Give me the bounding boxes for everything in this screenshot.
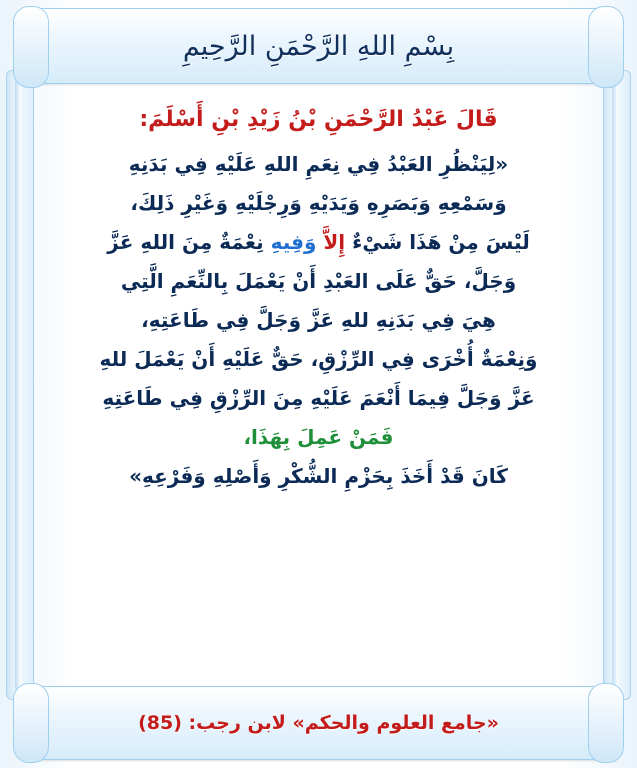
quote-line <box>44 418 593 457</box>
quote-line <box>44 340 593 379</box>
scroll-curl-left-icon <box>13 6 49 88</box>
quote-line <box>44 262 593 301</box>
scroll-curl-right-icon <box>588 6 624 88</box>
quote-line <box>44 145 593 184</box>
source-reference: «جامع العلوم والحكم» لابن رجب: (85) <box>138 712 499 734</box>
quote-segment: كَانَ قَدْ أَخَذَ بِحَزْمِ الشُّكْرِ وَأَصْلِهِ وَفَرْعِهِ» <box>129 464 508 489</box>
quote-segment: إِلاَّ <box>323 230 346 255</box>
quote-line <box>44 457 593 496</box>
scroll-curl-right-icon <box>588 683 624 763</box>
quote-body <box>44 145 593 496</box>
quote-segment: نِعْمَةٌ مِنَ اللهِ عَزَّ <box>107 230 271 255</box>
quote-line <box>44 379 593 418</box>
decorative-frame-right <box>603 70 631 700</box>
quote-segment: وَنِعْمَةٌ أُخْرَى فِي الرِّزْقِ، حَقٌّ عَلَيْهِ أَنْ يَعْمَلَ للهِ <box>99 347 538 372</box>
quote-line <box>44 223 593 262</box>
quote-segment: وَفِيهِ <box>270 230 317 255</box>
quote-segment: فَمَنْ عَمِلَ بِهَذَا، <box>243 425 394 450</box>
quote-segment: «لِيَنْظُرِ العَبْدُ فِي نِعَمِ اللهِ عَلَيْهِ فِي بَدَنِهِ <box>128 152 509 177</box>
quote-line <box>44 184 593 223</box>
quote-segment: وَسَمْعِهِ وَبَصَرِهِ وَيَدَيْهِ وَرِجْلَيْهِ وَغَيْرِ ذَلِكَ، <box>130 191 507 216</box>
top-scroll-banner <box>28 8 609 84</box>
quote-attribution-title: قَالَ عَبْدُ الرَّحْمَنِ بْنُ زَيْدِ بْنِ أَسْلَمَ: <box>139 107 498 132</box>
quote-segment: لَيْسَ مِنْ هَذَا شَيْءٌ <box>345 230 530 255</box>
quote-line <box>44 301 593 340</box>
scroll-curl-left-icon <box>13 683 49 763</box>
bottom-scroll-banner <box>28 686 609 760</box>
decorative-frame-left <box>6 70 34 700</box>
quote-segment: وَجَلَّ، حَقٌّ عَلَى العَبْدِ أَنْ يَعْمَلَ بِالنِّعَمِ الَّتِي <box>120 269 517 294</box>
quote-segment: عَزَّ وَجَلَّ فِيمَا أَنْعَمَ عَلَيْهِ مِنَ الرِّزْقِ فِي طَاعَتِهِ <box>102 386 535 411</box>
quote-content <box>44 92 593 680</box>
basmala-text: بِسْمِ اللهِ الرَّحْمَنِ الرَّحِيمِ <box>182 30 455 62</box>
quote-segment: هِيَ فِي بَدَنِهِ للهِ عَزَّ وَجَلَّ فِي طَاعَتِهِ، <box>141 308 496 333</box>
